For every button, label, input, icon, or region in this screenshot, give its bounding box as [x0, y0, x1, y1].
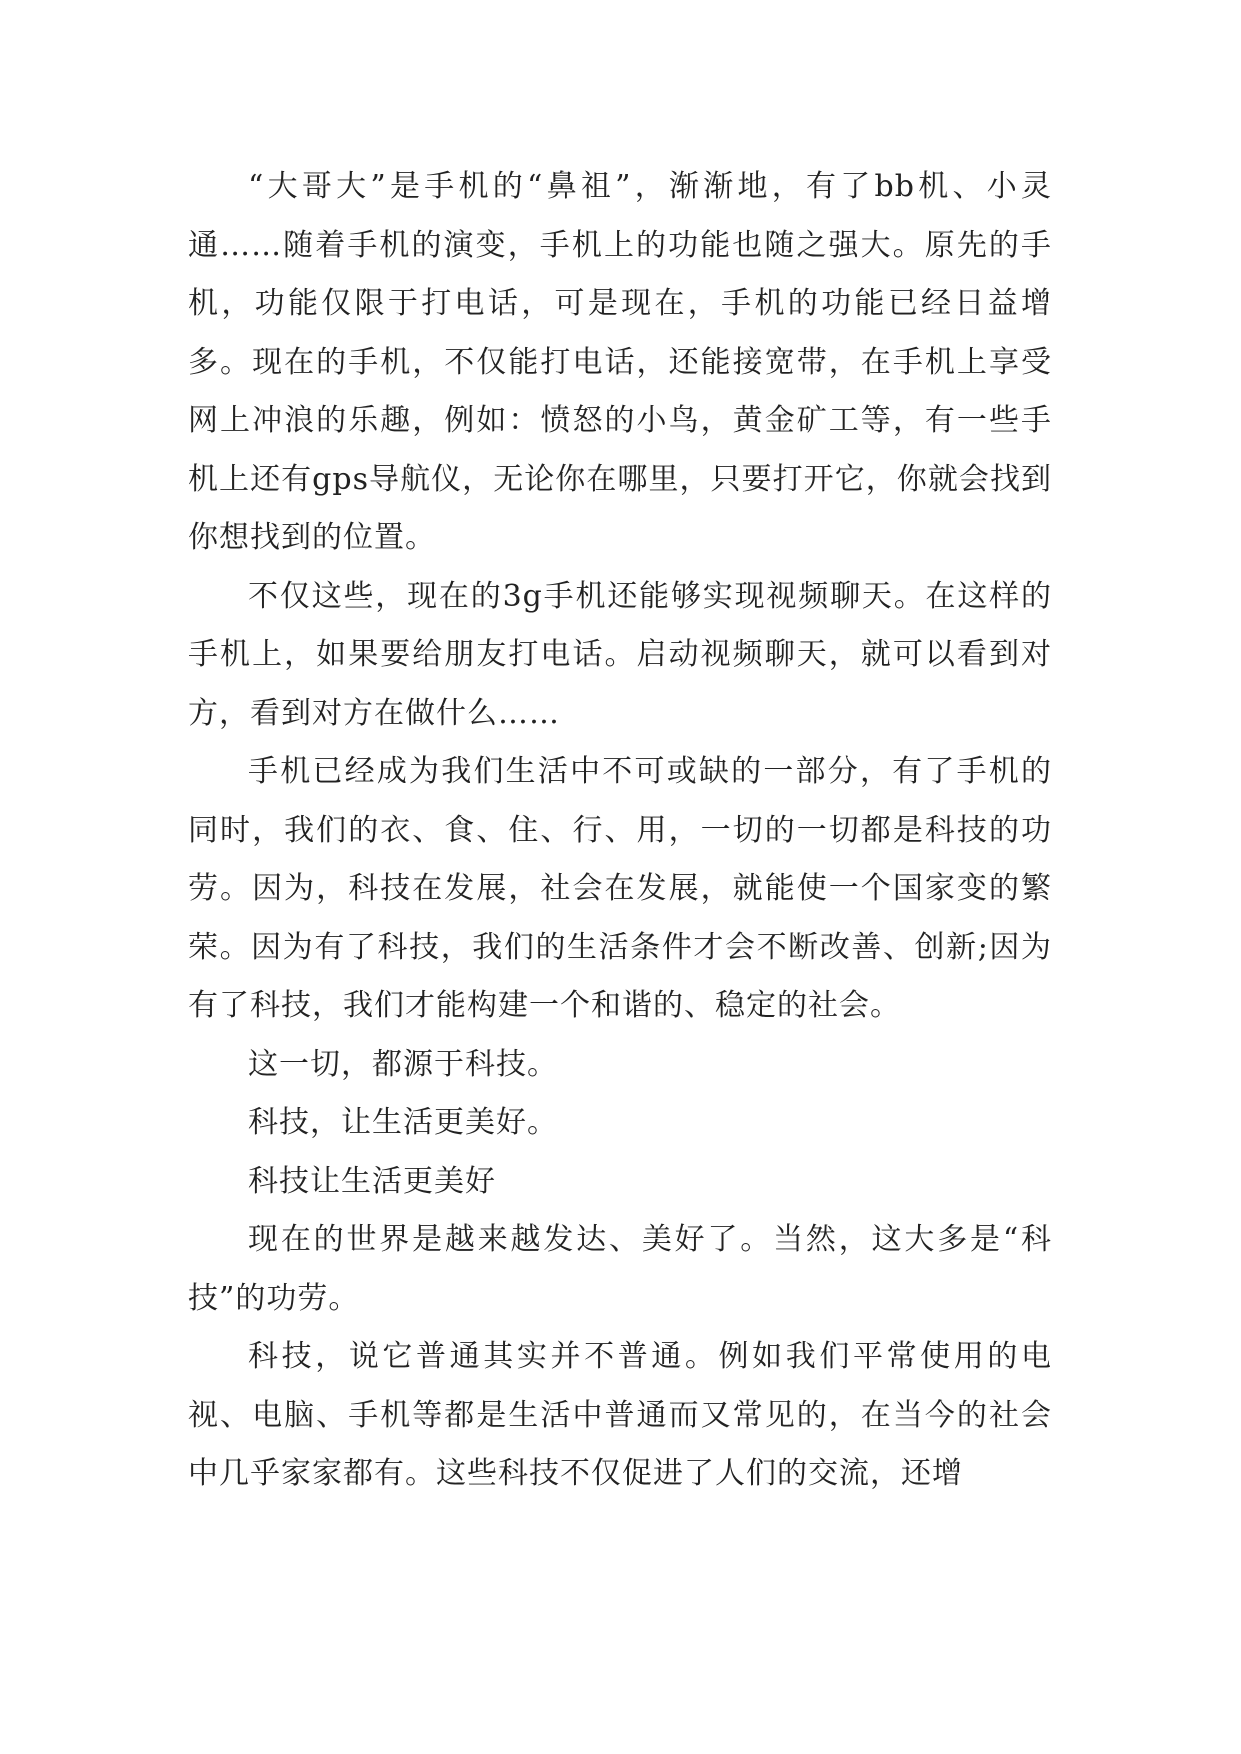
paragraph-7: 科技，说它普通其实并不普通。例如我们平常使用的电视、电脑、手机等都是生活中普通而又常见的，在当今的社会中几乎家家都有。这些科技不仅促进了人们的交流，还增 — [188, 1339, 1052, 1491]
paragraph-6: 现在的世界是越来越发达、美好了。当然，这大多是“科技”的功劳。 — [188, 1222, 1052, 1316]
paragraph-5: 科技，让生活更美好。 — [248, 1105, 558, 1140]
paragraph-3: 手机已经成为我们生活中不可或缺的一部分，有了手机的同时，我们的衣、食、住、行、用，一切的一切都是科技的功劳。因为，科技在发展，社会在发展，就能使一个国家变的繁荣。因为有了科技，我们的生活条件才会不断改善、创新;因为有了科技，我们才能构建一个和谐的、稳定的社会。 — [188, 754, 1052, 1023]
paragraph-4: 这一切，都源于科技。 — [248, 1046, 558, 1082]
section-heading: 科技让生活更美好 — [248, 1163, 496, 1199]
document-body — [188, 158, 1052, 1504]
paragraph-1: “大哥大”是手机的“鼻祖”，渐渐地，有了bb机、小灵通……随着手机的演变，手机上的功能也随之强大。原先的手机，功能仅限于打电话，可是现在，手机的功能已经日益增多。现在的手机，不仅能打电话，还能接宽带，在手机上享受网上冲浪的乐趣，例如：愤怒的小鸟，黄金矿工等，有一些手机上还有gps导航仪，无论你在哪里，只要打开它，你就会找到你想找到的位置。 — [188, 169, 1052, 555]
paragraph-2: 不仅这些，现在的3g手机还能够实现视频聊天。在这样的手机上，如果要给朋友打电话。启动视频聊天，就可以看到对方，看到对方在做什么…… — [188, 578, 1052, 731]
